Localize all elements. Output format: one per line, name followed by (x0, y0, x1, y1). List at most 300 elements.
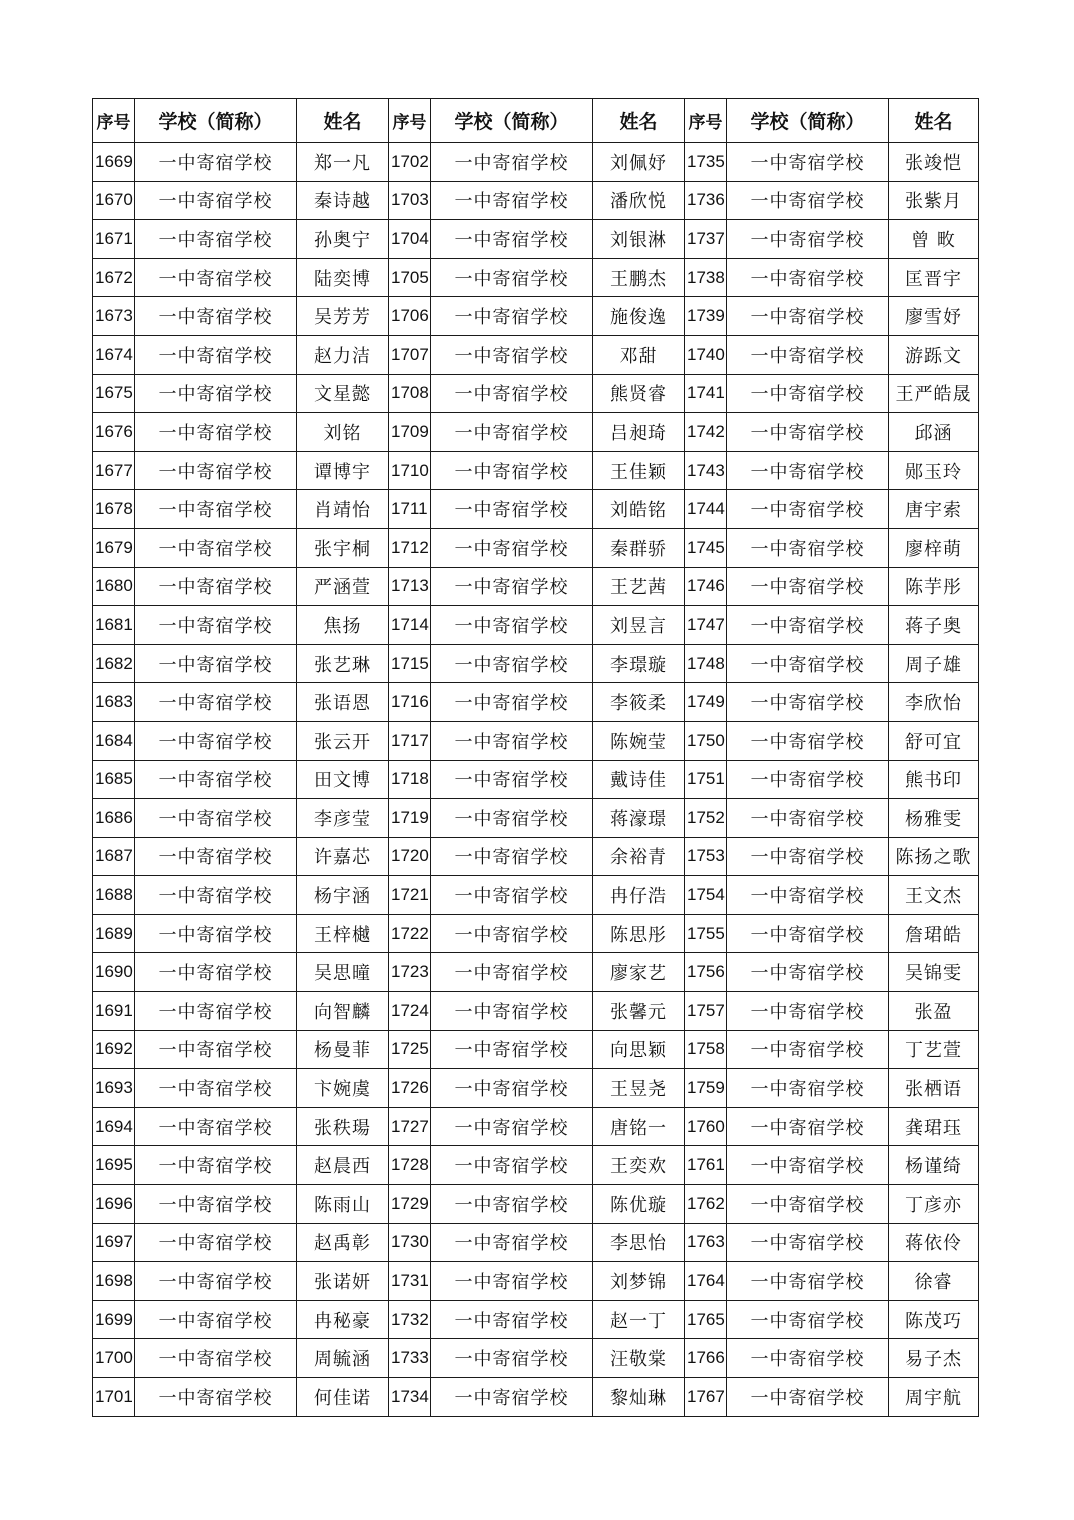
student-name-cell: 刘昱言 (593, 606, 685, 645)
serial-number-cell: 1704 (389, 220, 431, 259)
serial-number-cell: 1737 (685, 220, 727, 259)
serial-number-cell: 1678 (93, 490, 135, 529)
school-cell: 一中寄宿学校 (727, 1185, 889, 1224)
school-cell: 一中寄宿学校 (135, 721, 297, 760)
student-name-cell: 赵力洁 (297, 335, 389, 374)
serial-number-cell: 1675 (93, 374, 135, 413)
school-cell: 一中寄宿学校 (431, 1223, 593, 1262)
serial-number-cell: 1747 (685, 606, 727, 645)
school-cell: 一中寄宿学校 (135, 837, 297, 876)
serial-number-cell: 1760 (685, 1107, 727, 1146)
school-cell: 一中寄宿学校 (727, 1069, 889, 1108)
student-name-cell: 唐宇索 (889, 490, 979, 529)
student-name-cell: 王梓樾 (297, 914, 389, 953)
student-name-cell: 蒋依伶 (889, 1223, 979, 1262)
school-cell: 一中寄宿学校 (135, 876, 297, 915)
serial-number-cell: 1730 (389, 1223, 431, 1262)
student-name-cell: 徐睿 (889, 1262, 979, 1301)
table-row (93, 528, 979, 567)
serial-number-cell: 1761 (685, 1146, 727, 1185)
serial-number-cell: 1756 (685, 953, 727, 992)
student-name-cell: 张秩瑒 (297, 1107, 389, 1146)
serial-number-cell: 1734 (389, 1378, 431, 1417)
table-row (93, 876, 979, 915)
student-name-cell: 文星懿 (297, 374, 389, 413)
student-name-cell: 张栖语 (889, 1069, 979, 1108)
table-row (93, 181, 979, 220)
header-serial-number: 序号 (685, 99, 727, 143)
school-cell: 一中寄宿学校 (135, 914, 297, 953)
school-cell: 一中寄宿学校 (431, 992, 593, 1031)
serial-number-cell: 1732 (389, 1300, 431, 1339)
student-name-cell: 游跞文 (889, 335, 979, 374)
header-name: 姓名 (297, 99, 389, 143)
serial-number-cell: 1736 (685, 181, 727, 220)
serial-number-cell: 1722 (389, 914, 431, 953)
student-name-cell: 冉秘豪 (297, 1300, 389, 1339)
school-cell: 一中寄宿学校 (431, 1030, 593, 1069)
student-name-cell: 余裕青 (593, 837, 685, 876)
school-cell: 一中寄宿学校 (727, 1378, 889, 1417)
student-name-cell: 秦群骄 (593, 528, 685, 567)
school-cell: 一中寄宿学校 (135, 374, 297, 413)
student-name-cell: 王昱尧 (593, 1069, 685, 1108)
serial-number-cell: 1710 (389, 451, 431, 490)
student-name-cell: 蒋濠璟 (593, 799, 685, 838)
serial-number-cell: 1745 (685, 528, 727, 567)
student-name-cell: 赵晨西 (297, 1146, 389, 1185)
school-cell: 一中寄宿学校 (135, 606, 297, 645)
school-cell: 一中寄宿学校 (135, 1223, 297, 1262)
student-name-cell: 谭博宇 (297, 451, 389, 490)
school-cell: 一中寄宿学校 (135, 490, 297, 529)
student-name-cell: 孙奥宁 (297, 220, 389, 259)
table-row (93, 1300, 979, 1339)
serial-number-cell: 1717 (389, 721, 431, 760)
table-row (93, 258, 979, 297)
student-name-cell: 李欣怡 (889, 683, 979, 722)
serial-number-cell: 1755 (685, 914, 727, 953)
serial-number-cell: 1724 (389, 992, 431, 1031)
school-cell: 一中寄宿学校 (135, 1146, 297, 1185)
student-name-cell: 蒋子奥 (889, 606, 979, 645)
student-name-cell: 龚珺珏 (889, 1107, 979, 1146)
table-row (93, 644, 979, 683)
serial-number-cell: 1719 (389, 799, 431, 838)
student-name-cell: 施俊逸 (593, 297, 685, 336)
serial-number-cell: 1682 (93, 644, 135, 683)
table-header (93, 99, 979, 143)
student-name-cell: 匡晋宇 (889, 258, 979, 297)
student-name-cell: 田文博 (297, 760, 389, 799)
student-name-cell: 周宇航 (889, 1378, 979, 1417)
student-name-cell: 刘梦锦 (593, 1262, 685, 1301)
table-row (93, 374, 979, 413)
serial-number-cell: 1677 (93, 451, 135, 490)
serial-number-cell: 1702 (389, 143, 431, 182)
serial-number-cell: 1749 (685, 683, 727, 722)
school-cell: 一中寄宿学校 (727, 644, 889, 683)
table-row (93, 567, 979, 606)
school-cell: 一中寄宿学校 (431, 490, 593, 529)
student-name-cell: 王文杰 (889, 876, 979, 915)
school-cell: 一中寄宿学校 (727, 490, 889, 529)
school-cell: 一中寄宿学校 (135, 1069, 297, 1108)
table-row (93, 1069, 979, 1108)
serial-number-cell: 1748 (685, 644, 727, 683)
school-cell: 一中寄宿学校 (135, 992, 297, 1031)
serial-number-cell: 1680 (93, 567, 135, 606)
serial-number-cell: 1754 (685, 876, 727, 915)
student-name-cell: 吕昶琦 (593, 413, 685, 452)
serial-number-cell: 1679 (93, 528, 135, 567)
student-name-cell: 王严皓晟 (889, 374, 979, 413)
student-name-cell: 严涵萱 (297, 567, 389, 606)
serial-number-cell: 1753 (685, 837, 727, 876)
school-cell: 一中寄宿学校 (431, 760, 593, 799)
table-row (93, 1146, 979, 1185)
school-cell: 一中寄宿学校 (431, 1378, 593, 1417)
header-school: 学校（简称） (431, 99, 593, 143)
school-cell: 一中寄宿学校 (135, 760, 297, 799)
student-name-cell: 廖雪妤 (889, 297, 979, 336)
table-row (93, 451, 979, 490)
table-row (93, 683, 979, 722)
serial-number-cell: 1707 (389, 335, 431, 374)
school-cell: 一中寄宿学校 (135, 528, 297, 567)
student-name-cell: 张宇桐 (297, 528, 389, 567)
header-row (93, 99, 979, 143)
serial-number-cell: 1739 (685, 297, 727, 336)
serial-number-cell: 1758 (685, 1030, 727, 1069)
header-name: 姓名 (889, 99, 979, 143)
school-cell: 一中寄宿学校 (431, 1262, 593, 1301)
school-cell: 一中寄宿学校 (135, 1107, 297, 1146)
school-cell: 一中寄宿学校 (135, 1378, 297, 1417)
serial-number-cell: 1695 (93, 1146, 135, 1185)
table-row (93, 721, 979, 760)
serial-number-cell: 1683 (93, 683, 135, 722)
student-name-cell: 熊书印 (889, 760, 979, 799)
serial-number-cell: 1672 (93, 258, 135, 297)
serial-number-cell: 1735 (685, 143, 727, 182)
table-row (93, 1378, 979, 1417)
serial-number-cell: 1738 (685, 258, 727, 297)
student-name-cell: 何佳诺 (297, 1378, 389, 1417)
serial-number-cell: 1742 (685, 413, 727, 452)
school-cell: 一中寄宿学校 (431, 606, 593, 645)
serial-number-cell: 1696 (93, 1185, 135, 1224)
school-cell: 一中寄宿学校 (727, 413, 889, 452)
school-cell: 一中寄宿学校 (135, 953, 297, 992)
serial-number-cell: 1744 (685, 490, 727, 529)
student-name-cell: 黎灿琳 (593, 1378, 685, 1417)
student-name-cell: 陈芋彤 (889, 567, 979, 606)
serial-number-cell: 1701 (93, 1378, 135, 1417)
school-cell: 一中寄宿学校 (431, 953, 593, 992)
serial-number-cell: 1725 (389, 1030, 431, 1069)
school-cell: 一中寄宿学校 (431, 297, 593, 336)
school-cell: 一中寄宿学校 (431, 1185, 593, 1224)
serial-number-cell: 1743 (685, 451, 727, 490)
student-name-cell: 陈优璇 (593, 1185, 685, 1224)
serial-number-cell: 1699 (93, 1300, 135, 1339)
serial-number-cell: 1759 (685, 1069, 727, 1108)
student-name-cell: 许嘉芯 (297, 837, 389, 876)
serial-number-cell: 1733 (389, 1339, 431, 1378)
student-name-cell: 李璟璇 (593, 644, 685, 683)
serial-number-cell: 1731 (389, 1262, 431, 1301)
school-cell: 一中寄宿学校 (431, 374, 593, 413)
serial-number-cell: 1709 (389, 413, 431, 452)
serial-number-cell: 1713 (389, 567, 431, 606)
student-name-cell: 郑一凡 (297, 143, 389, 182)
serial-number-cell: 1751 (685, 760, 727, 799)
student-name-cell: 张紫月 (889, 181, 979, 220)
school-cell: 一中寄宿学校 (431, 567, 593, 606)
table-row (93, 914, 979, 953)
serial-number-cell: 1700 (93, 1339, 135, 1378)
student-name-cell: 潘欣悦 (593, 181, 685, 220)
school-cell: 一中寄宿学校 (727, 220, 889, 259)
serial-number-cell: 1674 (93, 335, 135, 374)
table-row (93, 297, 979, 336)
student-name-cell: 张盈 (889, 992, 979, 1031)
school-cell: 一中寄宿学校 (431, 413, 593, 452)
header-school: 学校（简称） (727, 99, 889, 143)
table-row (93, 1030, 979, 1069)
student-name-cell: 赵一丁 (593, 1300, 685, 1339)
student-name-cell: 刘银淋 (593, 220, 685, 259)
school-cell: 一中寄宿学校 (727, 914, 889, 953)
school-cell: 一中寄宿学校 (431, 1069, 593, 1108)
school-cell: 一中寄宿学校 (727, 451, 889, 490)
student-name-cell: 秦诗越 (297, 181, 389, 220)
student-name-cell: 陈婉莹 (593, 721, 685, 760)
student-name-cell: 易子杰 (889, 1339, 979, 1378)
header-serial-number: 序号 (389, 99, 431, 143)
student-name-cell: 廖梓萌 (889, 528, 979, 567)
school-cell: 一中寄宿学校 (727, 1223, 889, 1262)
school-cell: 一中寄宿学校 (431, 1300, 593, 1339)
serial-number-cell: 1763 (685, 1223, 727, 1262)
table-row (93, 760, 979, 799)
school-cell: 一中寄宿学校 (727, 1300, 889, 1339)
school-cell: 一中寄宿学校 (431, 181, 593, 220)
serial-number-cell: 1752 (685, 799, 727, 838)
serial-number-cell: 1705 (389, 258, 431, 297)
school-cell: 一中寄宿学校 (431, 258, 593, 297)
student-name-cell: 肖靖怡 (297, 490, 389, 529)
student-name-cell: 冉仔浩 (593, 876, 685, 915)
student-name-cell: 张艺琳 (297, 644, 389, 683)
table-row (93, 220, 979, 259)
student-list-table (92, 98, 979, 1417)
student-name-cell: 向思颖 (593, 1030, 685, 1069)
serial-number-cell: 1689 (93, 914, 135, 953)
serial-number-cell: 1720 (389, 837, 431, 876)
serial-number-cell: 1706 (389, 297, 431, 336)
table-row (93, 1262, 979, 1301)
school-cell: 一中寄宿学校 (727, 953, 889, 992)
student-name-cell: 王鹏杰 (593, 258, 685, 297)
student-name-cell: 邓甜 (593, 335, 685, 374)
serial-number-cell: 1708 (389, 374, 431, 413)
school-cell: 一中寄宿学校 (727, 1107, 889, 1146)
student-name-cell: 邱涵 (889, 413, 979, 452)
serial-number-cell: 1692 (93, 1030, 135, 1069)
table-row (93, 992, 979, 1031)
school-cell: 一中寄宿学校 (431, 837, 593, 876)
school-cell: 一中寄宿学校 (431, 914, 593, 953)
student-name-cell: 周子雄 (889, 644, 979, 683)
serial-number-cell: 1729 (389, 1185, 431, 1224)
student-name-cell: 陈雨山 (297, 1185, 389, 1224)
school-cell: 一中寄宿学校 (135, 297, 297, 336)
table-row (93, 606, 979, 645)
student-name-cell: 张诺妍 (297, 1262, 389, 1301)
table-row (93, 490, 979, 529)
student-name-cell: 李思怡 (593, 1223, 685, 1262)
table-body (93, 143, 979, 1417)
serial-number-cell: 1712 (389, 528, 431, 567)
school-cell: 一中寄宿学校 (135, 799, 297, 838)
header-serial-number: 序号 (93, 99, 135, 143)
table-row (93, 1339, 979, 1378)
serial-number-cell: 1684 (93, 721, 135, 760)
table-row (93, 1185, 979, 1224)
school-cell: 一中寄宿学校 (727, 683, 889, 722)
serial-number-cell: 1698 (93, 1262, 135, 1301)
student-name-cell: 丁彦亦 (889, 1185, 979, 1224)
student-name-cell: 向智麟 (297, 992, 389, 1031)
school-cell: 一中寄宿学校 (727, 297, 889, 336)
student-name-cell: 杨曼菲 (297, 1030, 389, 1069)
school-cell: 一中寄宿学校 (727, 1146, 889, 1185)
serial-number-cell: 1721 (389, 876, 431, 915)
school-cell: 一中寄宿学校 (135, 258, 297, 297)
school-cell: 一中寄宿学校 (727, 181, 889, 220)
serial-number-cell: 1694 (93, 1107, 135, 1146)
serial-number-cell: 1681 (93, 606, 135, 645)
serial-number-cell: 1715 (389, 644, 431, 683)
serial-number-cell: 1757 (685, 992, 727, 1031)
student-name-cell: 杨雅雯 (889, 799, 979, 838)
school-cell: 一中寄宿学校 (727, 760, 889, 799)
table-row (93, 953, 979, 992)
school-cell: 一中寄宿学校 (727, 799, 889, 838)
table-row (93, 1223, 979, 1262)
school-cell: 一中寄宿学校 (431, 876, 593, 915)
student-name-cell: 舒可宜 (889, 721, 979, 760)
table-row (93, 1107, 979, 1146)
student-name-cell: 戴诗佳 (593, 760, 685, 799)
school-cell: 一中寄宿学校 (135, 644, 297, 683)
student-name-cell: 刘铭 (297, 413, 389, 452)
school-cell: 一中寄宿学校 (431, 143, 593, 182)
serial-number-cell: 1685 (93, 760, 135, 799)
student-name-cell: 赵禹彰 (297, 1223, 389, 1262)
table-row (93, 143, 979, 182)
student-name-cell: 吴思曈 (297, 953, 389, 992)
school-cell: 一中寄宿学校 (431, 451, 593, 490)
student-name-cell: 张语恩 (297, 683, 389, 722)
school-cell: 一中寄宿学校 (727, 1262, 889, 1301)
school-cell: 一中寄宿学校 (727, 1030, 889, 1069)
school-cell: 一中寄宿学校 (727, 606, 889, 645)
serial-number-cell: 1723 (389, 953, 431, 992)
school-cell: 一中寄宿学校 (431, 1339, 593, 1378)
serial-number-cell: 1718 (389, 760, 431, 799)
school-cell: 一中寄宿学校 (135, 1185, 297, 1224)
serial-number-cell: 1746 (685, 567, 727, 606)
table-row (93, 799, 979, 838)
school-cell: 一中寄宿学校 (431, 721, 593, 760)
student-name-cell: 郧玉玲 (889, 451, 979, 490)
student-name-cell: 熊贤睿 (593, 374, 685, 413)
student-name-cell: 陈扬之歌 (889, 837, 979, 876)
header-name: 姓名 (593, 99, 685, 143)
school-cell: 一中寄宿学校 (135, 1262, 297, 1301)
student-name-cell: 吴芳芳 (297, 297, 389, 336)
school-cell: 一中寄宿学校 (135, 220, 297, 259)
student-name-cell: 焦扬 (297, 606, 389, 645)
school-cell: 一中寄宿学校 (431, 335, 593, 374)
school-cell: 一中寄宿学校 (135, 413, 297, 452)
student-name-cell: 丁艺萱 (889, 1030, 979, 1069)
table-row (93, 837, 979, 876)
serial-number-cell: 1726 (389, 1069, 431, 1108)
school-cell: 一中寄宿学校 (727, 876, 889, 915)
school-cell: 一中寄宿学校 (135, 683, 297, 722)
student-name-cell: 廖家艺 (593, 953, 685, 992)
student-name-cell: 陆奕博 (297, 258, 389, 297)
table-row (93, 413, 979, 452)
school-cell: 一中寄宿学校 (727, 721, 889, 760)
serial-number-cell: 1767 (685, 1378, 727, 1417)
school-cell: 一中寄宿学校 (135, 1339, 297, 1378)
student-name-cell: 陈思彤 (593, 914, 685, 953)
school-cell: 一中寄宿学校 (727, 335, 889, 374)
student-name-cell: 张馨元 (593, 992, 685, 1031)
school-cell: 一中寄宿学校 (431, 528, 593, 567)
school-cell: 一中寄宿学校 (431, 1107, 593, 1146)
school-cell: 一中寄宿学校 (727, 1339, 889, 1378)
serial-number-cell: 1703 (389, 181, 431, 220)
serial-number-cell: 1741 (685, 374, 727, 413)
serial-number-cell: 1670 (93, 181, 135, 220)
serial-number-cell: 1690 (93, 953, 135, 992)
serial-number-cell: 1669 (93, 143, 135, 182)
student-name-cell: 杨谨绮 (889, 1146, 979, 1185)
serial-number-cell: 1673 (93, 297, 135, 336)
school-cell: 一中寄宿学校 (135, 143, 297, 182)
school-cell: 一中寄宿学校 (727, 992, 889, 1031)
serial-number-cell: 1762 (685, 1185, 727, 1224)
student-name-cell: 王艺茜 (593, 567, 685, 606)
school-cell: 一中寄宿学校 (135, 335, 297, 374)
serial-number-cell: 1697 (93, 1223, 135, 1262)
school-cell: 一中寄宿学校 (727, 567, 889, 606)
student-name-cell: 陈茂巧 (889, 1300, 979, 1339)
school-cell: 一中寄宿学校 (431, 220, 593, 259)
serial-number-cell: 1688 (93, 876, 135, 915)
serial-number-cell: 1676 (93, 413, 135, 452)
student-name-cell: 刘佩妤 (593, 143, 685, 182)
serial-number-cell: 1765 (685, 1300, 727, 1339)
school-cell: 一中寄宿学校 (431, 799, 593, 838)
school-cell: 一中寄宿学校 (727, 374, 889, 413)
